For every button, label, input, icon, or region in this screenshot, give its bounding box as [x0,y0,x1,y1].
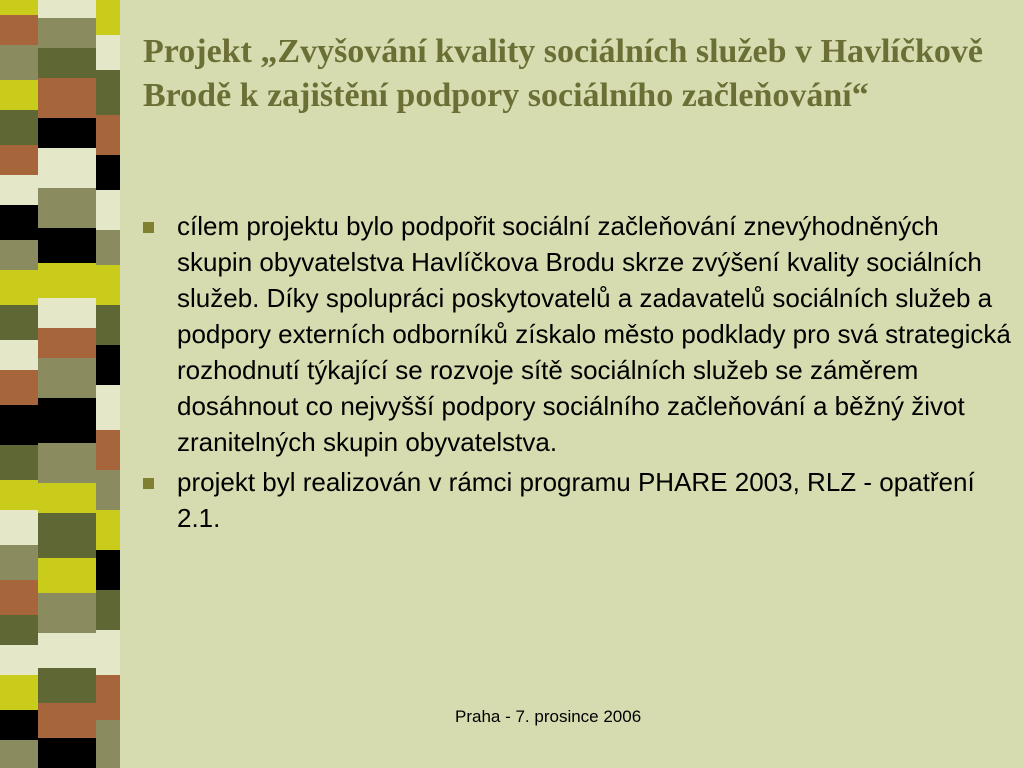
slide-title: Projekt „Zvyšování kvality sociálních služeb v Havlíčkově Brodě k zajištění podpory sociálního začleňování“ [143,33,983,114]
stripe-column-left [0,0,38,768]
stripe-column-right [96,0,120,768]
bullet-text: cílem projektu bylo podpořit sociální začleňování znevýhodněných skupin obyvatelstva Havlíčkova Brodu skrze zvýšení kvality sociálních služeb. Díky spolupráci poskytovatelů a zadavatelů sociálních služeb a podpory externích odborníků získalo město podklady pro svá strategická rozhodnutí týkající se rozvoje sítě sociálních služeb se záměrem dosáhnout co nejvyšší podpory sociálního začleňování a běžný život zranitelných skupin obyvatelstva. [177,211,1011,457]
stripe-column-middle [38,0,96,768]
decorative-stripe-panel [0,0,120,768]
bullet-marker-icon [143,222,154,233]
bullet-text: projekt byl realizován v rámci programu PHARE 2003, RLZ - opatření 2.1. [177,467,975,533]
slide-footer: Praha - 7. prosince 2006 [455,707,642,726]
bullet-list [143,208,1011,540]
bullet-item [143,208,1011,460]
bullet-item [143,464,1011,536]
bullet-marker-icon [143,478,154,489]
